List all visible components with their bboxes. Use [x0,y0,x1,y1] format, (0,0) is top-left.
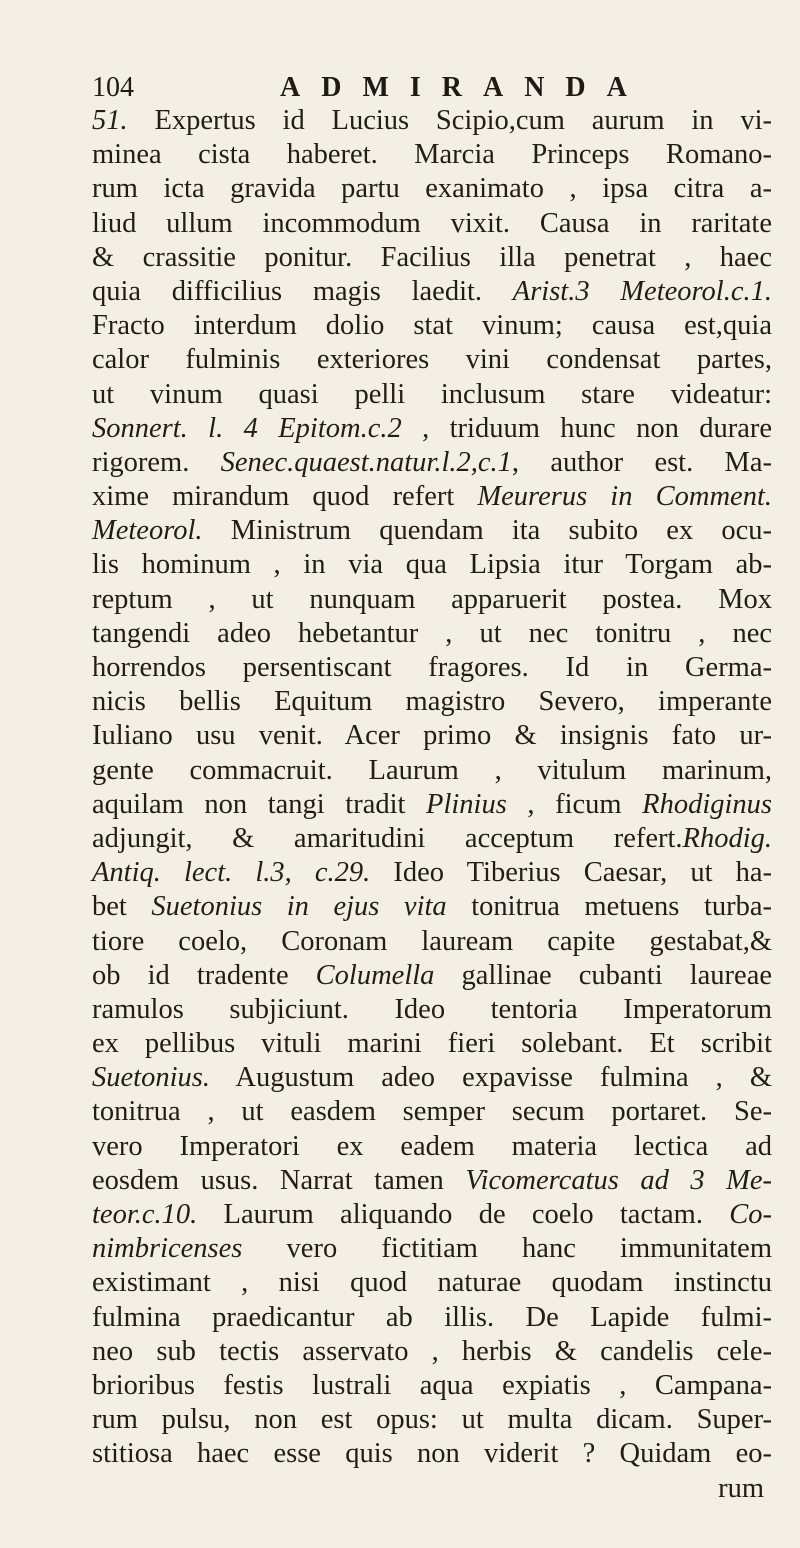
text-segment: , author est. Ma- [511,446,772,478]
text-line [92,822,772,856]
italic-citation: Suetonius. [92,1062,210,1094]
text-line [92,241,772,275]
text-segment: fulmina praedicantur ab illis. De Lapide fulmi- [92,1301,772,1333]
italic-citation: Sonnert. l. 4 Epitom.c.2 [92,412,402,444]
text-segment: tonitrua metuens turba- [446,891,772,923]
italic-citation: Arist.3 Meteorol.c.1. [512,275,772,307]
text-segment: existimant , nisi quod naturae quodam instinctu [92,1267,772,1299]
text-segment: Laurum aliquando de coelo tactam. [197,1199,730,1230]
text-line [92,617,772,651]
text-line [92,1301,772,1335]
text-line [92,343,772,377]
text-segment: & crassitie ponitur. Facilius illa penetrat , haec [92,241,772,273]
italic-citation: nimbricenses [92,1233,243,1265]
text-line [92,104,772,138]
text-line [92,172,772,206]
text-line [92,685,772,719]
text-line [92,1266,772,1300]
text-segment: ramulos subjiciunt. Ideo tentoria Imperatorum [92,993,772,1025]
text-line [92,514,772,548]
text-segment: , triduum hunc non durare [401,412,772,444]
text-segment: rum icta gravida partu exanimato , ipsa citra a- [92,173,772,205]
italic-citation: Suetonius in ejus vita [151,891,447,923]
text-segment: Fracto interdum dolio stat vinum; causa est,quia [92,310,772,342]
italic-citation: Plinius [426,788,507,820]
text-line [92,856,772,890]
text-line [92,378,772,412]
text-line [92,719,772,753]
italic-citation: Columella [315,959,435,991]
text-segment: gente commacruit. Laurum , vitulum marinum, [92,754,772,786]
italic-citation: Co- [729,1199,772,1230]
running-head: ADMIRANDA [280,72,648,103]
text-line [92,275,772,309]
text-segment: gallinae cubanti laureae [434,959,772,991]
text-segment: xime mirandum quod refert [92,481,478,513]
text-line [92,1369,772,1403]
text-line [92,1198,772,1232]
text-segment: aquilam non tangi tradit [92,788,427,820]
text-line [92,651,772,685]
text-line [92,1403,772,1437]
text-segment: ut vinum quasi pelli inclusum stare videatur: [92,378,772,410]
text-segment: brioribus festis lustrali aqua expiatis , Campana- [92,1369,772,1401]
text-segment: vero Imperatori ex eadem materia lectica ad [92,1130,772,1162]
text-segment: Ministrum quendam ita subito ex ocu- [202,515,772,547]
italic-citation: Antiq. lect. l.3, c.29. [92,857,371,889]
text-line [92,1335,772,1369]
text-segment: liud ullum incommodum vixit. Causa in raritate [92,207,772,239]
text-line [92,788,772,822]
text-segment: stitiosa haec esse quis non viderit ? Quidam eo- [92,1438,772,1470]
text-line [92,925,772,959]
page-number: 104 [92,72,134,103]
text-line [92,412,772,446]
text-line [92,1095,772,1129]
italic-citation: Senec.quaest.natur.l.2,c.1 [220,446,512,478]
text-segment: Iuliano usu venit. Acer primo & insignis fato ur- [92,720,772,752]
text-segment: tonitrua , ut easdem semper secum portaret. Se- [92,1096,772,1128]
italic-citation: Rhodiginus [642,788,772,820]
italic-citation: Meurerus in Comment. [477,481,772,513]
italic-citation: 51. [92,105,155,136]
text-segment: neo sub tectis asservato , herbis & candelis cele- [92,1335,772,1367]
text-segment: Augustum adeo expavisse fulmina , & [209,1062,772,1094]
body-text [92,104,772,1506]
text-segment: Ideo Tiberius Caesar, ut ha- [370,857,773,889]
page-header [92,66,732,106]
text-segment: Expertus id Lucius Scipio,cum aurum in vi- [154,105,772,136]
text-line [92,1130,772,1164]
text-segment: calor fulminis exteriores vini condensat partes, [92,344,772,376]
text-segment: nicis bellis Equitum magistro Severo, imperante [92,686,772,718]
text-line [92,309,772,343]
text-segment: bet [92,891,152,923]
text-line [92,1232,772,1266]
text-segment: tiore coelo, Coronam lauream capite gestabat,& [92,925,772,957]
text-segment: rum pulsu, non est opus: ut multa dicam. Super- [92,1404,772,1436]
text-segment: tangendi adeo hebetantur , ut nec tonitru , nec [92,617,772,649]
italic-citation: Vicomercatus ad 3 Me- [465,1164,772,1196]
italic-citation: teor.c.10. [92,1199,198,1230]
text-segment: rigorem. [92,446,221,478]
text-line [92,1164,772,1198]
text-segment: minea cista haberet. Marcia Princeps Romano- [92,139,772,171]
text-segment: eosdem usus. Narrat tamen [92,1164,466,1196]
text-line [92,548,772,582]
text-line [92,446,772,480]
text-segment: lis hominum , in via qua Lipsia itur Torgam ab- [92,549,772,581]
text-line [92,207,772,241]
text-line [92,890,772,924]
text-line [92,1437,772,1471]
text-segment: , ficum [506,788,643,820]
text-segment: reptum , ut nunquam apparuerit postea. Mox [92,583,772,615]
text-segment: ex pellibus vituli marini fieri solebant. Et scribit [92,1028,772,1060]
text-line [92,583,772,617]
text-line [92,1061,772,1095]
text-line [92,993,772,1027]
text-line [92,1027,772,1061]
text-line [92,959,772,993]
text-segment: ob id tradente [92,959,316,991]
catchword: rum [718,1472,764,1504]
italic-citation: Rhodig. [682,822,772,854]
text-segment: horrendos persentiscant fragores. Id in Germa- [92,652,772,683]
text-line [92,754,772,788]
text-line [92,138,772,172]
italic-citation: Meteorol. [92,515,203,547]
text-line [92,480,772,514]
text-segment: vero fictitiam hanc immunitatem [242,1233,772,1265]
text-segment: quia difficilius magis laedit. [92,275,513,307]
text-segment: adjungit, & amaritudini acceptum refert. [92,822,683,854]
